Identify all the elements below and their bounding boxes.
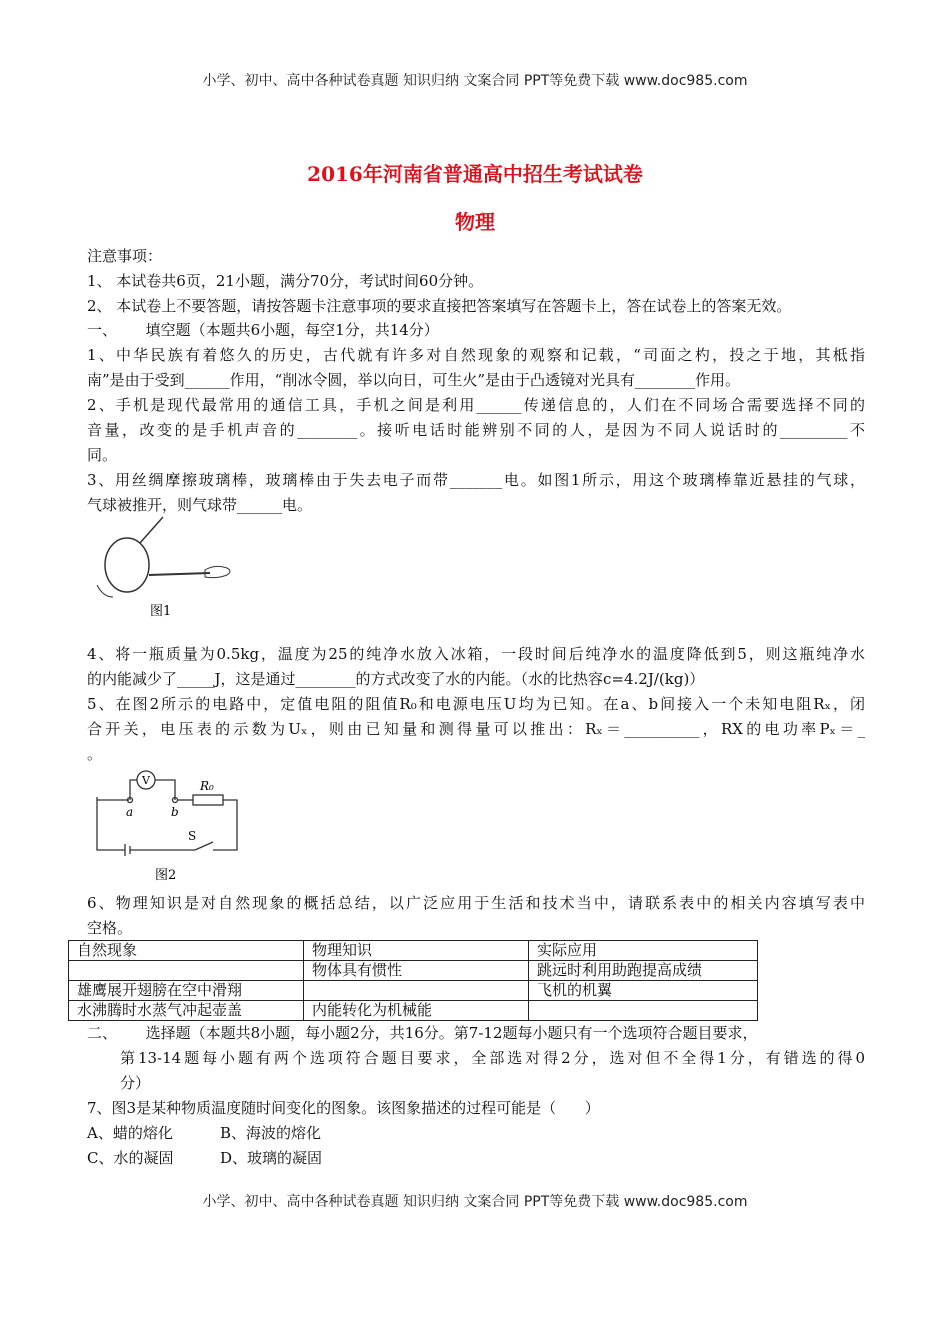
switch-label: S <box>188 829 197 843</box>
table-cell: 水沸腾时水蒸气冲起壶盖 <box>69 1001 304 1021</box>
balloon <box>105 538 149 592</box>
table-row <box>69 961 758 981</box>
question-line: 空格。 <box>87 919 133 937</box>
table-cell: 物体具有惯性 <box>304 961 529 981</box>
section-heading-line: 第13-14题每小题有两个选项符合题目要求，全部选对得2分，选对但不全得1分，有错选的得0 <box>120 1049 865 1067</box>
option-c: C、水的凝固 <box>87 1149 174 1167</box>
question-line: 1、中华民族有着悠久的历史，古代就有许多对自然现象的观察和记载，“司面之杓，投之于地，其柢指 <box>87 346 865 364</box>
question-line: 合开关，电压表的示数为Uₓ，则由已知量和测得量可以推出：Rₓ＝__________，RX的电功率Pₓ＝_ <box>87 720 865 738</box>
resistor-r0 <box>193 795 223 805</box>
subject-title: 物理 <box>455 210 495 234</box>
physics-table <box>68 940 758 1021</box>
voltmeter-label: V <box>142 774 150 787</box>
question-line: 4、将一瓶质量为0.5kg，温度为25的纯净水放入冰箱，一段时间后纯净水的温度降低到5，则这瓶纯净水 <box>87 645 865 663</box>
question-line: 的内能减少了_____J，这是通过________的方式改变了水的内能。（水的比热容c=4.2J/(kg)） <box>87 670 705 688</box>
table-header: 实际应用 <box>529 941 758 961</box>
section-heading: 一、 填空题（本题共6小题，每空1分，共14分） <box>87 321 439 339</box>
question-line: 同。 <box>87 446 118 464</box>
figure-1 <box>85 515 245 627</box>
glass-rod <box>149 573 210 575</box>
table-cell <box>304 981 529 1001</box>
table-cell: 内能转化为机械能 <box>304 1001 529 1021</box>
figure-2-circuit <box>85 762 250 887</box>
table-header: 自然现象 <box>69 941 304 961</box>
question-line: 南”是由于受到______作用，“削冰令圆，举以向日，可生火”是由于凸透镜对光具有________作用。 <box>87 371 741 389</box>
page-header: 小学、初中、高中各种试卷真题 知识归纳 文案合同 PPT等免费下载 www.doc985.com <box>202 73 748 89</box>
hand-icon <box>205 566 230 577</box>
table-cell: 雄鹰展开翅膀在空中滑翔 <box>69 981 304 1001</box>
table-header-row <box>69 941 758 961</box>
page-footer: 小学、初中、高中各种试卷真题 知识归纳 文案合同 PPT等免费下载 www.doc985.com <box>202 1194 748 1210</box>
notes-heading: 注意事项： <box>87 247 163 265</box>
terminal-a-label: a <box>126 805 134 819</box>
arrow-icon <box>97 585 113 597</box>
table-cell <box>529 1001 758 1021</box>
note-item: 2、 本试卷上不要答题，请按答题卡注意事项的要求直接把答案填写在答题卡上，答在试卷上的答案无效。 <box>87 297 792 315</box>
figure-caption: 图2 <box>155 868 177 883</box>
table-cell: 飞机的机翼 <box>529 981 758 1001</box>
r0-label: R₀ <box>200 779 214 793</box>
terminal-b-label: b <box>171 805 179 819</box>
section-heading: 二、 选择题（本题共8小题，每小题2分，共16分。第7-12题每小题只有一个选项符合题目要求， <box>87 1024 758 1042</box>
note-item: 1、 本试卷共6页，21小题，满分70分，考试时间60分钟。 <box>87 272 484 290</box>
table-cell: 跳远时利用助跑提高成绩 <box>529 961 758 981</box>
exam-title: 2016年河南省普通高中招生考试试卷 <box>307 162 643 186</box>
section-heading-line: 分） <box>120 1074 151 1092</box>
question-line: 气球被推开，则气球带______电。 <box>87 496 313 514</box>
question-line: 。 <box>87 745 103 763</box>
question-line: 5、在图2所示的电路中，定值电阻的阻值R₀和电源电压U均为已知。在a、b间接入一个未知电阻Rₓ，闭 <box>87 695 865 713</box>
table-header: 物理知识 <box>304 941 529 961</box>
figure-caption: 图1 <box>150 604 172 619</box>
table-row <box>69 1001 758 1021</box>
string <box>140 517 163 543</box>
option-a: A、蜡的熔化 <box>87 1124 173 1142</box>
table-row <box>69 981 758 1001</box>
question-stem: 7、图3是某种物质温度随时间变化的图象。该图象描述的过程可能是（ ） <box>87 1099 600 1117</box>
option-b: B、海波的熔化 <box>220 1124 322 1142</box>
option-d: D、玻璃的凝固 <box>220 1149 323 1167</box>
table-cell <box>69 961 304 981</box>
question-line: 2、手机是现代最常用的通信工具，手机之间是利用______传递信息的，人们在不同场合需要选择不同的 <box>87 396 865 414</box>
question-line: 音量，改变的是手机声音的________。接听电话时能辨别不同的人，是因为不同人说话时的_________不 <box>87 421 865 439</box>
question-line: 6、物理知识是对自然现象的概括总结，以广泛应用于生活和技术当中，请联系表中的相关内容填写表中 <box>87 894 865 912</box>
question-line: 3、用丝绸摩擦玻璃棒，玻璃棒由于失去电子而带_______电。如图1所示，用这个玻璃棒靠近悬挂的气球， <box>87 471 865 489</box>
